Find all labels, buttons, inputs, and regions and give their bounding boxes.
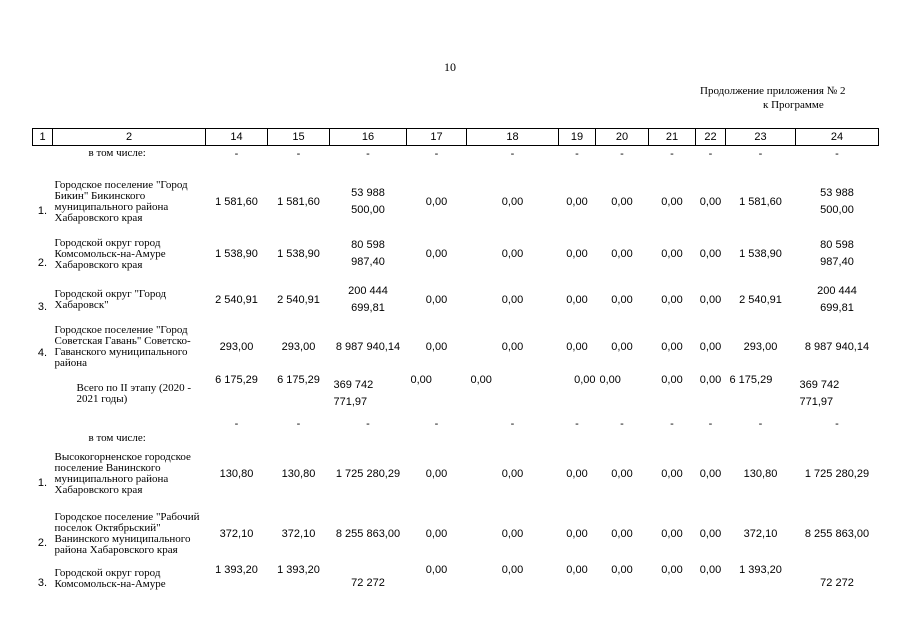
cell-14: 372,10 — [219, 528, 254, 540]
cell-15: 1 581,60 — [277, 196, 320, 208]
cell-16 — [330, 278, 407, 322]
cell-20: - — [620, 148, 624, 160]
cell-22: - — [708, 148, 713, 160]
table-row-total — [33, 372, 879, 416]
cell-24-line1: 53 988 — [820, 187, 854, 199]
cell-18: 0,00 — [501, 196, 524, 208]
cell-18: 0,00 — [501, 468, 524, 480]
table-row — [33, 278, 879, 322]
cell-19: 0,00 — [566, 294, 588, 306]
cell-19: 0,00 — [566, 341, 588, 353]
table-row — [33, 322, 879, 372]
column-header: 2 — [53, 129, 206, 146]
cell-14: - — [234, 148, 239, 160]
cell-21: 0,00 — [661, 528, 683, 540]
row-name: в том числе: — [88, 147, 146, 159]
row-number — [33, 416, 53, 444]
cell-17: - — [434, 418, 439, 430]
row-number: 3. — [37, 301, 48, 313]
cell-21: 0,00 — [661, 294, 683, 306]
cell-14: 1 581,60 — [215, 196, 258, 208]
cell-23: 2 540,91 — [739, 294, 782, 306]
column-header: 15 — [268, 129, 330, 146]
cell-24-line1: 80 598 — [820, 239, 854, 251]
row-number: 2. — [37, 537, 48, 549]
page-number: 10 — [444, 60, 456, 74]
cell-16 — [330, 230, 407, 278]
cell-21: 0,00 — [661, 374, 683, 386]
cell-20: 0,00 — [599, 374, 621, 386]
cell-16: - — [366, 418, 370, 430]
cell-19: 0,00 — [574, 374, 596, 386]
cell-23: - — [758, 418, 763, 430]
cell-18: 0,00 — [501, 564, 524, 576]
table-header-row — [33, 129, 879, 146]
cell-16: 8 255 863,00 — [335, 528, 401, 540]
column-header: 20 — [596, 129, 649, 146]
column-header: 22 — [696, 129, 726, 146]
cell-14: 1 538,90 — [215, 248, 258, 260]
row-name: Городской округ "Город Хабаровск" — [54, 288, 167, 311]
cell-15: - — [296, 418, 301, 430]
row-name: Высокогорненское городское поселение Ванинского муниципального района Хабаровского края — [54, 451, 191, 496]
cell-22: - — [708, 418, 713, 430]
cell-17: - — [434, 148, 439, 160]
cell-24: 8 987 940,14 — [804, 341, 870, 353]
row-name: Городской округ город Комсомольск-на-Амуре Хабаровского края — [54, 236, 166, 271]
cell-19: - — [575, 148, 579, 160]
cell-21: 0,00 — [661, 341, 683, 353]
cell-22: 0,00 — [699, 528, 722, 540]
cell-14: 6 175,29 — [215, 374, 258, 386]
cell-16-line2: 699,81 — [351, 302, 385, 314]
cell-21: - — [670, 148, 674, 160]
cell-23: 1 393,20 — [739, 564, 782, 576]
cell-20: 0,00 — [611, 528, 633, 540]
column-header: 18 — [467, 129, 559, 146]
cell-16-line2: 987,40 — [351, 256, 385, 268]
cell-20: - — [620, 418, 624, 430]
cell-18: - — [510, 148, 515, 160]
cell-16-line2: 500,00 — [351, 204, 385, 216]
cell-20: 0,00 — [611, 564, 633, 576]
cell-17: 0,00 — [425, 564, 448, 576]
cell-22: 0,00 — [699, 341, 722, 353]
cell-16-line1: 53 988 — [351, 187, 385, 199]
table-row — [33, 564, 879, 594]
cell-19: - — [575, 418, 579, 430]
cell-18: 0,00 — [501, 294, 524, 306]
row-number: 2. — [37, 257, 48, 269]
cell-16-line2: 771,97 — [333, 396, 368, 408]
cell-17: 0,00 — [425, 528, 448, 540]
cell-24: - — [835, 148, 839, 160]
cell-24-line1: 369 742 — [799, 379, 840, 391]
cell-24: 8 255 863,00 — [804, 528, 870, 540]
cell-16: 1 725 280,29 — [335, 468, 401, 480]
column-header: 17 — [407, 129, 467, 146]
cell-14: 293,00 — [219, 341, 254, 353]
cell-17: 0,00 — [425, 341, 448, 353]
cell-14: - — [234, 418, 239, 430]
cell-23: 1 581,60 — [739, 196, 782, 208]
cell-20: 0,00 — [611, 248, 633, 260]
cell-16 — [330, 174, 407, 230]
column-header: 16 — [330, 129, 407, 146]
appendix-continuation-title: Продолжение приложения № 2 — [700, 85, 846, 97]
table-row — [33, 504, 879, 564]
cell-14: 1 393,20 — [215, 564, 258, 576]
table-row — [33, 174, 879, 230]
financing-table — [32, 128, 879, 594]
cell-16: 8 987 940,14 — [335, 341, 401, 353]
cell-19: 0,00 — [566, 468, 588, 480]
cell-16 — [330, 372, 407, 416]
cell-24 — [796, 278, 879, 322]
cell-23: 6 175,29 — [729, 374, 773, 386]
cell-16: 72 272 — [351, 577, 385, 589]
cell-24-line2: 771,97 — [799, 396, 834, 408]
appendix-program-subtitle: к Программе — [763, 99, 824, 111]
cell-24 — [796, 372, 879, 416]
cell-21: 0,00 — [661, 196, 683, 208]
cell-24 — [796, 230, 879, 278]
cell-17: 0,00 — [410, 374, 432, 386]
cell-17: 0,00 — [425, 468, 448, 480]
cell-24-line2: 699,81 — [820, 302, 854, 314]
cell-22: 0,00 — [699, 564, 722, 576]
row-name: Городское поселение "Город Бикин" Бикинского муниципального района Хабаровского края — [54, 179, 188, 224]
column-header: 23 — [726, 129, 796, 146]
cell-16-line1: 80 598 — [351, 239, 385, 251]
cell-18: 0,00 — [501, 248, 524, 260]
cell-24: 72 272 — [820, 577, 854, 589]
cell-15: 293,00 — [281, 341, 316, 353]
cell-17: 0,00 — [425, 196, 448, 208]
cell-15: 2 540,91 — [277, 294, 320, 306]
column-header: 21 — [649, 129, 696, 146]
cell-20: 0,00 — [611, 196, 633, 208]
cell-23: 1 538,90 — [739, 248, 782, 260]
cell-18: 0,00 — [501, 341, 524, 353]
cell-19: 0,00 — [566, 196, 588, 208]
column-header: 14 — [206, 129, 268, 146]
cell-19: 0,00 — [566, 564, 588, 576]
cell-19: 0,00 — [566, 528, 588, 540]
row-name: Городское поселение "Город Советская Гавань" Советско-Гаванского муниципального района — [54, 324, 191, 369]
cell-15: 1 538,90 — [277, 248, 320, 260]
cell-16: - — [366, 148, 370, 160]
cell-15: 6 175,29 — [277, 374, 320, 386]
cell-22: 0,00 — [699, 196, 722, 208]
cell-17: 0,00 — [425, 248, 448, 260]
cell-20: 0,00 — [611, 341, 633, 353]
column-header: 24 — [796, 129, 879, 146]
cell-24: - — [835, 418, 839, 430]
column-header: 19 — [559, 129, 596, 146]
table-row — [33, 146, 879, 175]
table-row — [33, 230, 879, 278]
cell-19: 0,00 — [566, 248, 588, 260]
row-number — [33, 146, 53, 175]
cell-23: 293,00 — [743, 341, 778, 353]
cell-15: 1 393,20 — [277, 564, 320, 576]
cell-22: 0,00 — [699, 374, 722, 386]
cell-22: 0,00 — [699, 294, 722, 306]
row-number: 1. — [37, 205, 48, 217]
cell-23: 372,10 — [743, 528, 778, 540]
cell-14: 2 540,91 — [215, 294, 258, 306]
cell-20: 0,00 — [611, 294, 633, 306]
cell-24-line2: 987,40 — [820, 256, 854, 268]
column-header: 1 — [33, 129, 53, 146]
cell-22: 0,00 — [699, 468, 722, 480]
row-name: Городское поселение "Рабочий поселок Октябрьский" Ванинского муниципального района Хабаровского края — [54, 511, 200, 556]
row-name: в том числе: — [88, 432, 146, 444]
row-name: Городской округ город Комсомольск-на-Амуре — [54, 567, 166, 590]
cell-21: - — [670, 418, 674, 430]
row-number: 3. — [37, 577, 48, 589]
cell-14: 130,80 — [219, 468, 254, 480]
cell-15: - — [296, 148, 301, 160]
cell-18: - — [510, 418, 515, 430]
cell-24 — [796, 174, 879, 230]
row-number: 4. — [37, 347, 48, 359]
cell-16-line1: 369 742 — [333, 379, 374, 391]
row-number — [33, 372, 53, 416]
cell-23: - — [758, 148, 763, 160]
cell-24-line2: 500,00 — [820, 204, 854, 216]
cell-17: 0,00 — [425, 294, 448, 306]
cell-20: 0,00 — [611, 468, 633, 480]
row-number: 1. — [37, 477, 48, 489]
cell-16-line1: 200 444 — [348, 285, 388, 297]
cell-18: 0,00 — [470, 374, 492, 386]
cell-15: 130,80 — [281, 468, 316, 480]
cell-24-line1: 200 444 — [817, 285, 857, 297]
cell-23: 130,80 — [743, 468, 778, 480]
cell-21: 0,00 — [661, 248, 683, 260]
cell-21: 0,00 — [661, 468, 683, 480]
cell-18: 0,00 — [501, 528, 524, 540]
cell-21: 0,00 — [661, 564, 683, 576]
cell-22: 0,00 — [699, 248, 722, 260]
table-row — [33, 416, 879, 444]
row-name: Всего по II этапу (2020 - 2021 годы) — [76, 382, 192, 405]
cell-15: 372,10 — [281, 528, 316, 540]
cell-24: 1 725 280,29 — [804, 468, 870, 480]
table-row — [33, 444, 879, 504]
